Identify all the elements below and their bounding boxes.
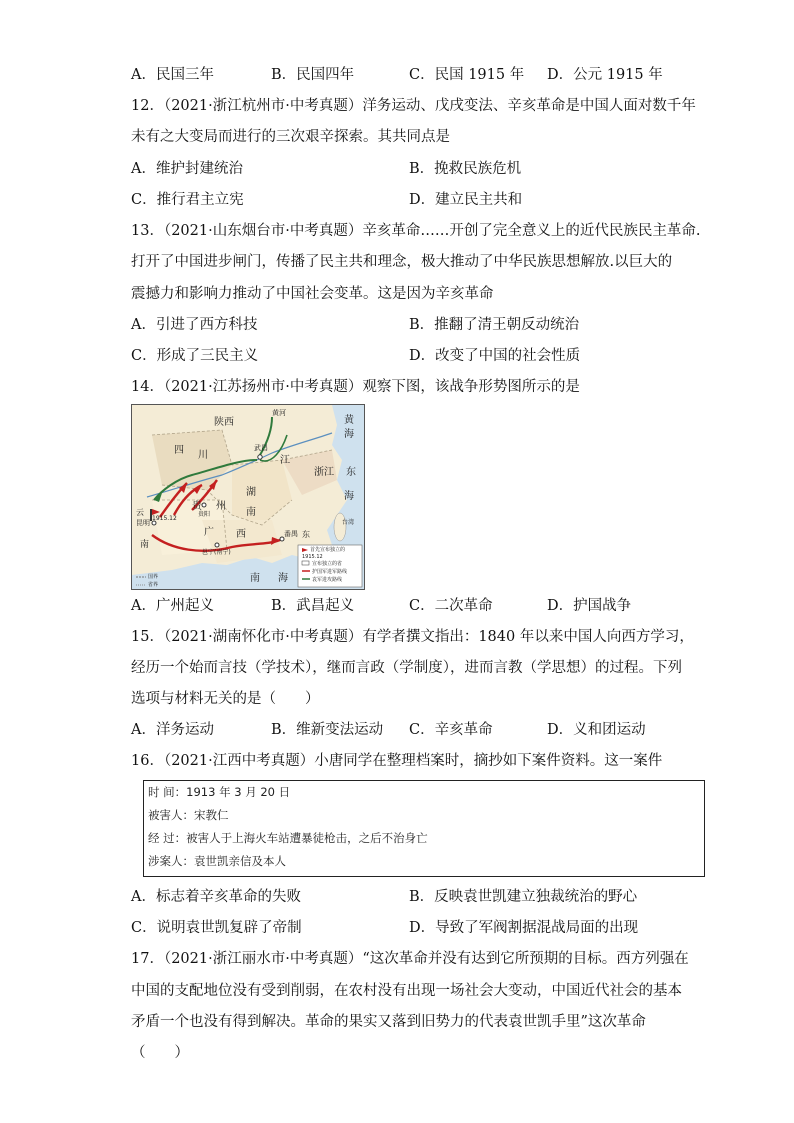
map-label-nanning: 邕宁(南宁): [202, 549, 231, 556]
q17-stem-line-3: 矛盾一个也没有得到解决。革命的果实又落到旧势力的代表袁世凯手里”这次革命: [131, 1014, 646, 1030]
map-label-hai-1: 海: [344, 429, 354, 440]
legend-date: 1915.12: [302, 554, 323, 560]
q17-answer-blank: （ ）: [131, 1045, 189, 1061]
war-situation-map: [131, 404, 365, 590]
q13-stem-line-3: 震撼力和影响力推动了中国社会变革。这是因为辛亥革命: [131, 286, 494, 302]
case-process: 经 过：被害人于上海火车站遭暴徒枪击，之后不治身亡: [148, 831, 428, 845]
map-label-taiwan: 台湾: [342, 519, 355, 526]
q13-stem-line-1: 13．（2021·山东烟台市·中考真题）辛亥革命……开创了完全意义上的近代民族民主革命.: [131, 223, 701, 239]
q15-option-b: B．维新变法运动: [271, 722, 384, 738]
q17-stem-line-2: 中国的支配地位没有受到削弱，在农村没有出现一场社会大变动，中国近代社会的基本: [131, 983, 682, 999]
q15-stem-line-2: 经历一个始而言技（学技术），继而言政（学制度），进而言教（学思想）的过程。下列: [131, 660, 682, 676]
legend-first-independent: 首先宣布独立的: [310, 547, 346, 553]
map-label-nan-2: 南: [140, 540, 150, 550]
map-label-hai-2: 海: [344, 491, 354, 502]
q12-stem-line-1: 12．（2021·浙江杭州市·中考真题）洋务运动、戊戌变法、辛亥革命是中国人面对数千年: [131, 98, 696, 114]
map-label-huanghe: 黄河: [272, 409, 286, 417]
map-label-nanhai-hai: 海: [278, 573, 288, 584]
map-label-hu: 湖: [246, 487, 256, 498]
q15-option-a: A．洋务运动: [131, 722, 214, 738]
case-involved: 涉案人：袁世凯亲信及本人: [148, 854, 286, 868]
map-label-jiang: 江: [280, 455, 290, 466]
q11-option-a: A．民国三年: [131, 67, 214, 83]
map-label-yun: 云: [136, 508, 144, 517]
q15-stem-line-1: 15．（2021·湖南怀化市·中考真题）有学者撰文指出：1840 年以来中国人向西方学习，: [131, 629, 694, 645]
q16-option-b: B．反映袁世凯建立独裁统治的野心: [409, 889, 638, 905]
map-label-zhou: 州: [216, 501, 226, 512]
q15-option-c: C．辛亥革命: [409, 722, 493, 738]
map-label-shaanxi: 陕西: [214, 417, 234, 428]
q13-option-b: B．推翻了清王朝反动统治: [409, 317, 580, 333]
q16-stem-line-1: 16．（2021·江西中考真题）小唐同学在整理档案时，摘抄如下案件资料。这一案件: [131, 753, 663, 769]
q16-option-c: C．说明袁世凯复辟了帝制: [131, 920, 302, 936]
q11-option-b: B．民国四年: [271, 67, 355, 83]
q15-stem-line-3: 选项与材料无关的是（ ）: [131, 691, 320, 707]
q12-option-d: D．建立民主共和: [409, 192, 523, 208]
q17-stem-line-1: 17．（2021·浙江丽水市·中考真题）“这次革命并没有达到它所预期的目标。西方列强在: [131, 951, 689, 967]
map-label-huanghai: 黄: [344, 415, 354, 426]
q13-stem-line-2: 打开了中国进步闸门，传播了民主共和理念，极大推动了中华民族思想解放.以巨大的: [131, 254, 673, 270]
map-label-xi: 西: [236, 529, 246, 540]
q14-option-d: D．护国战争: [547, 598, 632, 614]
q16-option-d: D．导致了军阀割据混战局面的出现: [409, 920, 639, 936]
map-label-sichuan-chuan: 川: [198, 450, 208, 461]
map-label-date: 1915.12: [152, 515, 177, 522]
q11-option-c: C．民国 1915 年: [409, 67, 525, 83]
q14-stem-line-1: 14．（2021·江苏扬州市·中考真题）观察下图，该战争形势图所示的是: [131, 379, 580, 395]
q12-stem-line-2: 未有之大变局而进行的三次艰辛探索。其共同点是: [131, 129, 450, 145]
legend-protection-army-route: 护国军进军路线: [312, 569, 348, 575]
map-label-zhejiang: 浙江: [314, 467, 334, 478]
q13-option-a: A．引进了西方科技: [131, 317, 258, 333]
legend-yuan-army-route: 袁军进攻路线: [312, 577, 343, 583]
map-label-gui: 贵: [192, 501, 202, 512]
map-label-nan: 南: [246, 507, 256, 518]
case-time: 时 间：1913 年 3 月 20 日: [148, 785, 291, 799]
q12-option-a: A．维护封建统治: [131, 161, 243, 177]
q15-option-d: D．义和团运动: [547, 722, 646, 738]
q12-option-b: B．挽救民族危机: [409, 161, 522, 177]
q14-option-a: A．广州起义: [131, 598, 214, 614]
map-label-sichuan-si: 四: [174, 445, 184, 456]
case-victim: 被害人：宋教仁: [148, 808, 229, 822]
map-label-guiyang: 贵阳: [198, 511, 211, 518]
map-label-dong-2: 东: [302, 530, 310, 539]
map-label-kunming: 昆明: [136, 519, 150, 527]
map-label-nanhai-nan: 南: [250, 573, 260, 584]
map-label-guang: 广: [204, 527, 214, 538]
q11-option-d: D．公元 1915 年: [547, 67, 663, 83]
q12-option-c: C．推行君主立宪: [131, 192, 244, 208]
legend-provincial-border: 省界: [148, 582, 159, 588]
legend-independent-province: 宣布独立的省: [312, 561, 343, 567]
map-label-fanyu: 番禺: [284, 530, 298, 538]
q13-option-d: D．改变了中国的社会性质: [409, 348, 581, 364]
legend-national-border: 国界: [148, 574, 159, 580]
q16-option-a: A．标志着辛亥革命的失败: [131, 889, 301, 905]
map-label-dong: 东: [346, 467, 356, 478]
q14-option-c: C．二次革命: [409, 598, 493, 614]
map-label-wuchang: 武昌: [254, 444, 268, 452]
case-record-box: [143, 780, 705, 877]
q14-option-b: B．武昌起义: [271, 598, 355, 614]
q13-option-c: C．形成了三民主义: [131, 348, 259, 364]
